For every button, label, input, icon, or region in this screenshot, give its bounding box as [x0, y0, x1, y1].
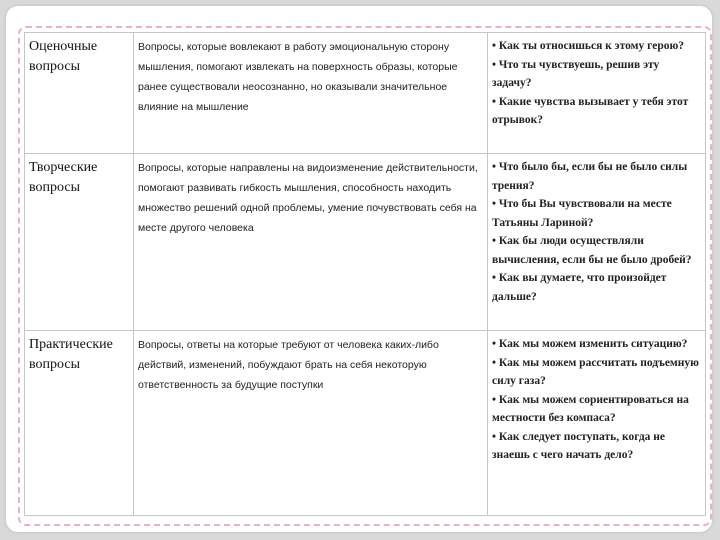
slide — [6, 6, 712, 532]
example-question: • Какие чувства вызывает у тебя этот отрывок? — [492, 95, 689, 126]
question-types-table — [24, 32, 706, 516]
question-type-cell: Практические вопросы — [25, 331, 134, 516]
description-cell: Вопросы, которые направлены на видоизменение действительности, помогают развивать гибкость мышления, способность находить множество решений одной проблемы, умение почувствовать себя на месте другого человека — [134, 154, 488, 331]
example-question: • Что было бы, если бы не было силы трения? — [492, 161, 688, 192]
description-cell: Вопросы, ответы на которые требуют от человека каких-либо действий, изменений, побуждают брать на себя некоторую ответственность за будущие поступки — [134, 331, 488, 516]
description-cell: Вопросы, которые вовлекают в работу эмоциональную сторону мышления, помогают извлекать на поверхность образы, которые ранее существовали неосознанно, но оказывали значительное влияние на мышление — [134, 33, 488, 154]
example-question: • Как мы можем рассчитать подъемную силу газа? — [492, 356, 699, 387]
table-row — [25, 331, 706, 516]
examples-cell — [488, 154, 706, 331]
table-row — [25, 33, 706, 154]
question-type-cell: Творческие вопросы — [25, 154, 134, 331]
example-question: • Как ты относишься к этому герою? — [492, 40, 685, 52]
examples-cell — [488, 33, 706, 154]
example-question: • Как вы думаете, что произойдет дальше? — [492, 272, 667, 303]
example-question: • Что бы Вы чувствовали на месте Татьяны Лариной? — [492, 198, 672, 229]
example-question: • Как следует поступать, когда не знаешь с чего начать дело? — [492, 430, 666, 461]
table-row — [25, 154, 706, 331]
example-question: • Как бы люди осуществляли вычисления, если бы не было дробей? — [492, 235, 692, 266]
example-question: • Как мы можем сориентироваться на местности без компаса? — [492, 393, 689, 424]
example-question: • Как мы можем изменить ситуацию? — [492, 338, 688, 350]
example-question: • Что ты чувствуешь, решив эту задачу? — [492, 58, 660, 89]
question-type-cell: Оценочные вопросы — [25, 33, 134, 154]
examples-cell — [488, 331, 706, 516]
